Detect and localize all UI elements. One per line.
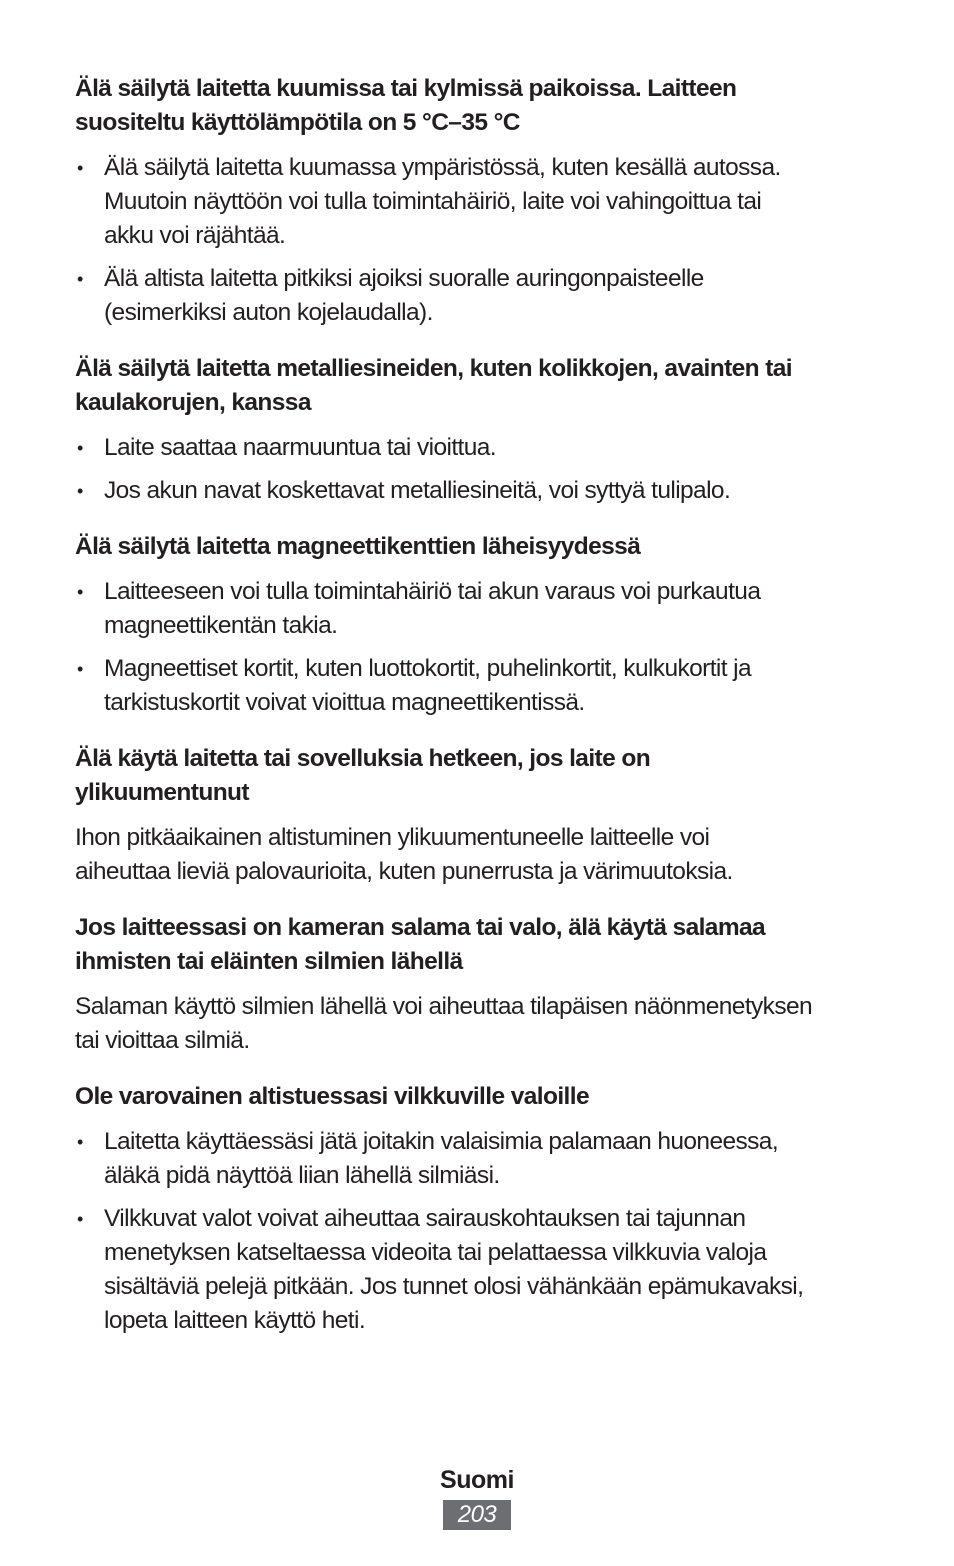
section-camera-flash [75, 911, 875, 1058]
footer-language: Suomi [440, 1466, 514, 1494]
list-item-text: Laitetta käyttäessäsi jätä joitakin valaisimia palamaan huoneessa, äläkä pidä näyttöä liian lähellä silmiäsi. [104, 1128, 779, 1189]
bullet-list [75, 431, 875, 508]
bullet-icon: • [77, 438, 83, 458]
section-heading: Älä säilytä laitetta magneettikenttien läheisyydessä [75, 533, 641, 560]
section-heading: Ole varovainen altistuessasi vilkkuville valoille [75, 1083, 589, 1110]
section-temperature [75, 72, 875, 330]
section-heading: Älä käytä laitetta tai sovelluksia hetkeen, jos laite on ylikuumentunut [75, 745, 651, 806]
bullet-list [75, 575, 875, 720]
list-item [75, 262, 875, 330]
list-item [75, 1202, 875, 1338]
list-item [75, 575, 875, 643]
list-item [75, 431, 875, 465]
section-overheating [75, 742, 875, 889]
bullet-list [75, 151, 875, 330]
bullet-icon: • [77, 269, 83, 289]
bullet-icon: • [77, 158, 83, 178]
page-footer [0, 1462, 954, 1530]
list-item-text: Laitteeseen voi tulla toimintahäiriö tai akun varaus voi purkautua magneettikentän takia. [104, 578, 761, 639]
list-item-text: Vilkkuvat valot voivat aiheuttaa sairauskohtauksen tai tajunnan menetyksen katseltaessa videoita tai pelattaessa vilkkuvia valoja sisältäviä pelejä pitkään. Jos tunnet olosi vähänkään epämukavaksi, lopeta laitteen käyttö heti. [104, 1205, 804, 1334]
list-item [75, 652, 875, 720]
bullet-list [75, 1125, 875, 1338]
section-paragraph: Salaman käyttö silmien lähellä voi aiheuttaa tilapäisen näönmenetyksen tai vioittaa silmiä. [75, 993, 813, 1054]
list-item-text: Älä altista laitetta pitkiksi ajoiksi suoralle auringonpaisteelle (esimerkiksi auton kojelaudalla). [104, 265, 704, 326]
list-item-text: Laite saattaa naarmuuntua tai vioittua. [104, 434, 497, 461]
bullet-icon: • [77, 582, 83, 602]
page-content [75, 72, 875, 1360]
bullet-icon: • [77, 481, 83, 501]
section-flashing-lights [75, 1080, 875, 1338]
bullet-icon: • [77, 659, 83, 679]
list-item-text: Magneettiset kortit, kuten luottokortit, puhelinkortit, kulkukortit ja tarkistuskortit voivat vioittua magneettikentissä. [104, 655, 752, 716]
section-heading: Älä säilytä laitetta metalliesineiden, kuten kolikkojen, avainten tai kaulakorujen, kanssa [75, 355, 793, 416]
section-heading: Älä säilytä laitetta kuumissa tai kylmissä paikoissa. Laitteen suositeltu käyttölämpötila on 5 °C–35 °C [75, 75, 737, 136]
page-number-badge: 203 [443, 1500, 511, 1530]
bullet-icon: • [77, 1209, 83, 1229]
section-heading: Jos laitteessasi on kameran salama tai valo, älä käytä salamaa ihmisten tai eläinten silmien lähellä [75, 914, 766, 975]
bullet-icon: • [77, 1132, 83, 1152]
list-item-text: Jos akun navat koskettavat metalliesineitä, voi syttyä tulipalo. [104, 477, 731, 504]
section-magnetic-fields [75, 530, 875, 720]
list-item [75, 151, 875, 253]
section-metal-objects [75, 352, 875, 508]
list-item-text: Älä säilytä laitetta kuumassa ympäristössä, kuten kesällä autossa. Muutoin näyttöön voi tulla toimintahäiriö, laite voi vahingoittua tai akku voi räjähtää. [104, 154, 781, 249]
list-item [75, 474, 875, 508]
section-paragraph: Ihon pitkäaikainen altistuminen ylikuumentuneelle laitteelle voi aiheuttaa lieviä palovaurioita, kuten punerrusta ja värimuutoksia. [75, 824, 733, 885]
list-item [75, 1125, 875, 1193]
